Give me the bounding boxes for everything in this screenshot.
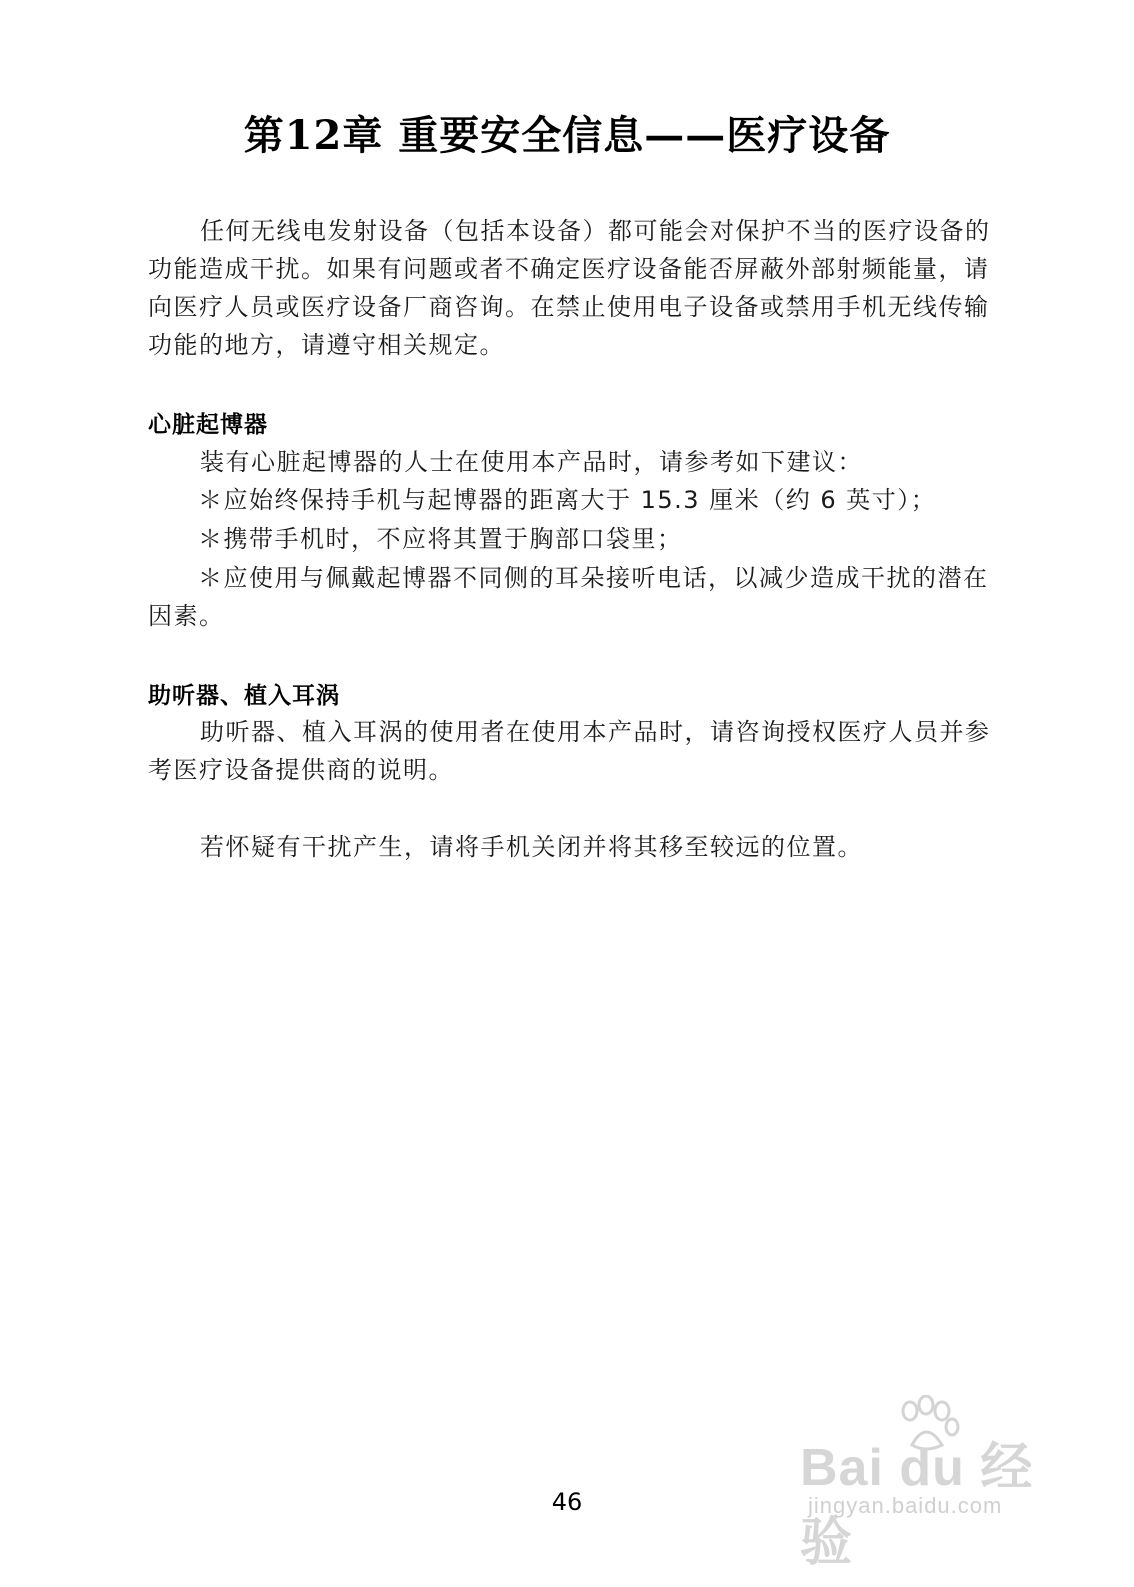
hearing-paragraph: 助听器、植入耳涡的使用者在使用本产品时，请咨询授权医疗人员并参考医疗设备提供商的说明。 <box>148 718 991 784</box>
intro-paragraph: 任何无线电发射设备（包括本设备）都可能会对保护不当的医疗设备的功能造成干扰。如果有问题或者不确定医疗设备能否屏蔽外部射频能量，请向医疗人员或医疗设备厂商咨询。在禁止使用电子设备或禁用手机无线传输功能的地方，请遵守相关规定。 <box>148 217 991 359</box>
page-number: 46 <box>551 1488 583 1516</box>
pacemaker-item-1: ＊应始终保持手机与起博器的距离大于 15.3 厘米（约 6 英寸）； <box>198 486 937 514</box>
watermark-logo: Bai du 经验 <box>800 1439 1034 1572</box>
pacemaker-item-2: ＊携带手机时，不应将其置于胸部口袋里； <box>198 525 683 553</box>
pacemaker-heading: 心脏起博器 <box>148 412 268 438</box>
baidu-watermark <box>800 1395 1070 1572</box>
chapter-title: 第12章 重要安全信息——医疗设备 <box>243 112 891 159</box>
pacemaker-item-3: ＊应使用与佩戴起博器不同侧的耳朵接听电话，以减少造成干扰的潜在因素。 <box>148 564 989 630</box>
pacemaker-lead: 装有心脏起博器的人士在使用本产品时，请参考如下建议： <box>200 448 863 476</box>
watermark-url: jingyan.baidu.com <box>808 1493 1003 1518</box>
closing-paragraph: 若怀疑有干扰产生，请将手机关闭并将其移至较远的位置。 <box>200 833 863 861</box>
hearing-heading: 助听器、植入耳涡 <box>148 683 340 709</box>
